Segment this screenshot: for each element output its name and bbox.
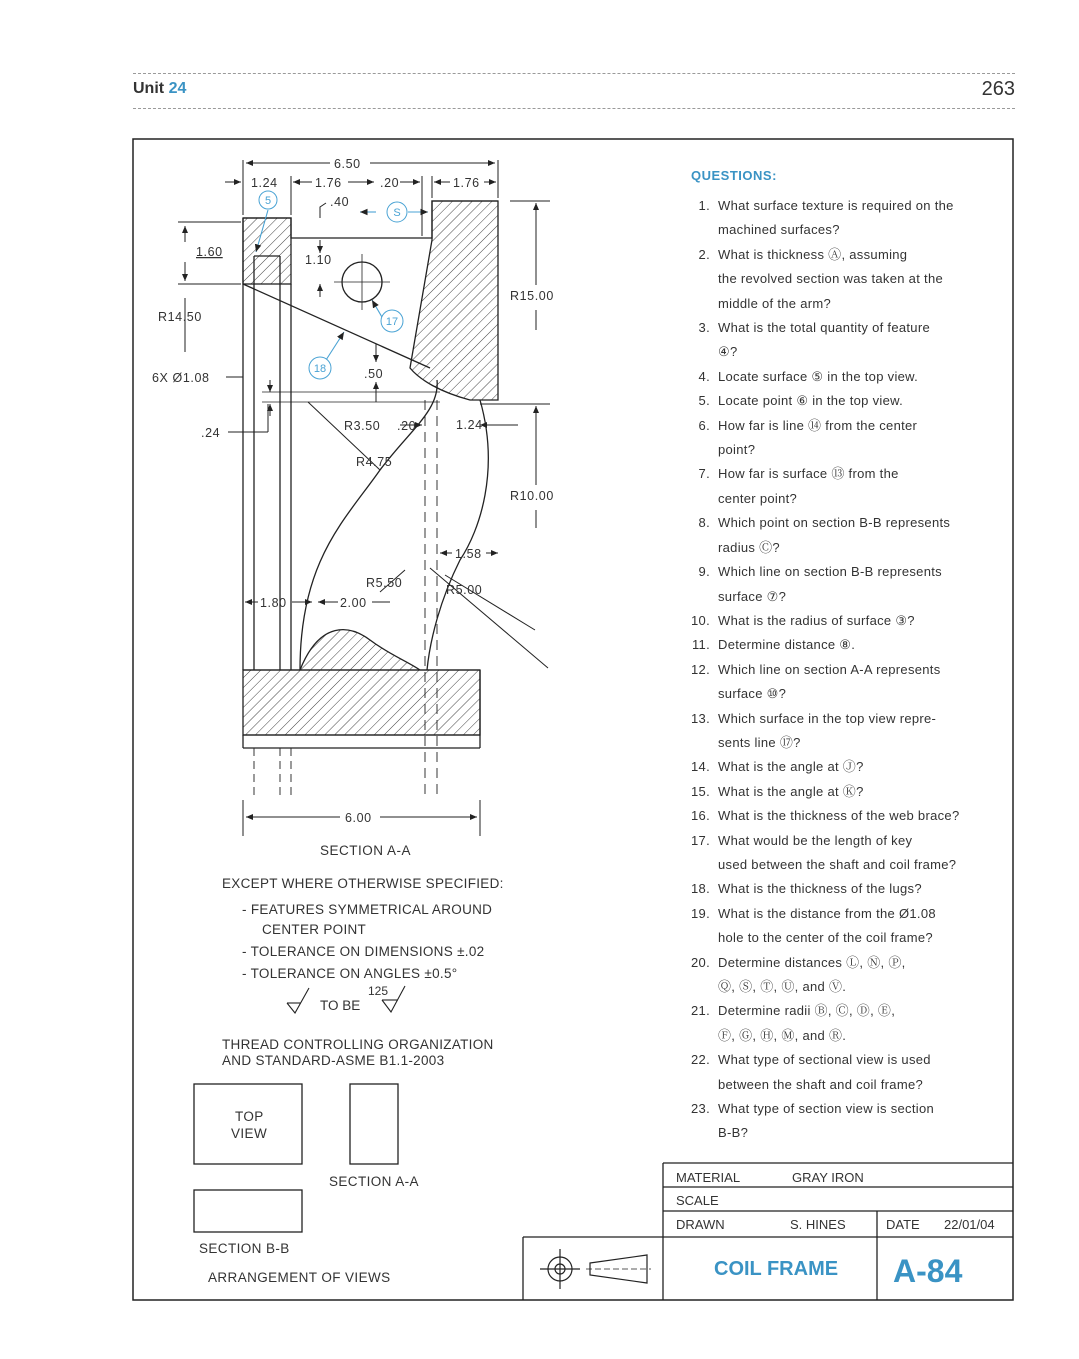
question-text-line: surface ⑦? — [718, 588, 787, 604]
drawing-number: A-84 — [893, 1253, 963, 1289]
question-number: 8. — [698, 515, 710, 531]
notes-heading: EXCEPT WHERE OTHERWISE SPECIFIED: — [222, 876, 504, 891]
question-text-line: What is thickness Ⓐ, assuming — [718, 246, 908, 262]
drawn-value: S. HINES — [790, 1217, 846, 1232]
arrangement-labels — [199, 1109, 419, 1285]
dim-r550: R5.50 — [366, 576, 403, 590]
dim-176-left: 1.76 — [315, 176, 342, 190]
section-aa-box — [350, 1084, 398, 1164]
notes-bullet3: - TOLERANCE ON ANGLES ±0.5° — [242, 966, 458, 981]
notes-thread-line1: THREAD CONTROLLING ORGANIZATION — [222, 1037, 494, 1052]
question-item — [686, 365, 1008, 389]
top-view-box — [194, 1084, 302, 1164]
unit-word: Unit — [133, 80, 165, 97]
dim-124-mid: 1.24 — [456, 418, 483, 432]
question-number: 2. — [698, 246, 710, 262]
question-item — [686, 1097, 1008, 1146]
question-item — [686, 804, 1008, 828]
question-item — [686, 999, 1008, 1048]
top-view-line1: TOP — [235, 1109, 264, 1124]
question-text-line: Which line on section B-B represents — [718, 564, 942, 580]
dim-40: .40 — [330, 195, 350, 209]
dim-r475: R4.75 — [356, 455, 393, 469]
question-item — [686, 462, 1008, 511]
section-bb-box — [194, 1190, 302, 1232]
question-item — [686, 658, 1008, 707]
question-text-line: Locate surface ⑤ in the top view. — [718, 368, 919, 384]
question-number: 15. — [691, 783, 710, 799]
questions-list — [686, 194, 1008, 1146]
dim-600: 6.00 — [345, 811, 372, 825]
date-label: DATE — [886, 1217, 920, 1232]
dim-180: 1.80 — [260, 596, 287, 610]
question-number: 18. — [691, 881, 710, 897]
arrangement-section-bb: SECTION B-B — [199, 1241, 290, 1256]
question-number: 11. — [691, 637, 710, 653]
finish-to-be: TO BE — [320, 998, 361, 1013]
question-text-line: B-B? — [718, 1125, 749, 1141]
question-item — [686, 829, 1008, 878]
question-text-line: used between the shaft and coil frame? — [718, 856, 957, 872]
dim-r1000: R10.00 — [510, 489, 554, 503]
question-item — [686, 877, 1008, 901]
top-view-line2: VIEW — [231, 1126, 268, 1141]
notes-thread-line2: AND STANDARD-ASME B1.1-2003 — [222, 1053, 445, 1068]
finish-value: 125 — [368, 984, 389, 998]
question-item — [686, 609, 1008, 633]
question-number: 14. — [691, 759, 710, 775]
arrangement-title: ARRANGEMENT OF VIEWS — [208, 1270, 391, 1285]
question-text-line: What is the thickness of the lugs? — [718, 881, 922, 897]
questions-title: QUESTIONS: — [691, 168, 777, 183]
arrangement-boxes — [194, 1084, 398, 1232]
callout-s: S — [393, 207, 401, 219]
dim-158: 1.58 — [455, 547, 482, 561]
question-text-line: point? — [718, 442, 756, 458]
question-text-line: hole to the center of the coil frame? — [718, 930, 933, 946]
question-text-line: Which line on section A-A represents — [718, 661, 941, 677]
question-number: 17. — [691, 832, 710, 848]
notes-bullet1-line2: CENTER POINT — [262, 922, 367, 937]
question-text-line: What is the angle at Ⓚ? — [718, 783, 864, 799]
dim-20-top: .20 — [380, 176, 400, 190]
dim-hole: 6X Ø1.08 — [152, 371, 210, 385]
question-text-line: What would be the length of key — [718, 832, 913, 848]
question-number: 3. — [698, 320, 710, 336]
hatch-top-left-lug — [243, 218, 291, 284]
question-item — [686, 755, 1008, 779]
drawn-label: DRAWN — [676, 1217, 725, 1232]
hatch-boss — [300, 630, 420, 670]
callout-17: 17 — [385, 316, 399, 328]
question-number: 5. — [698, 393, 710, 409]
hatch-right-arm — [410, 201, 498, 400]
material-value: GRAY IRON — [792, 1170, 864, 1185]
question-item — [686, 389, 1008, 413]
dim-124-top: 1.24 — [251, 176, 278, 190]
question-item — [686, 316, 1008, 365]
question-text-line: How far is line ⑭ from the center — [718, 417, 918, 433]
question-text-line: surface ⑩? — [718, 686, 787, 702]
callout-18: 18 — [313, 363, 327, 375]
question-text-line: sents line ⑰? — [718, 734, 801, 750]
dim-176-right: 1.76 — [453, 176, 480, 190]
question-text-line: What is the angle at Ⓙ? — [718, 759, 864, 775]
dim-r1500: R15.00 — [510, 289, 554, 303]
question-text-line: Determine distances Ⓛ, Ⓝ, Ⓟ, — [718, 954, 906, 970]
question-number: 19. — [691, 905, 710, 921]
question-number: 21. — [691, 1003, 710, 1019]
arrangement-section-aa: SECTION A-A — [329, 1174, 419, 1189]
dim-overall-width: 6.50 — [334, 157, 361, 171]
question-text-line: What surface texture is required on the — [718, 198, 954, 213]
question-item — [686, 780, 1008, 804]
question-number: 4. — [698, 368, 710, 384]
question-text-line: between the shaft and coil frame? — [718, 1076, 924, 1092]
question-text-line: Ⓠ, Ⓢ, Ⓣ, Ⓤ, and Ⓥ. — [718, 979, 847, 994]
material-label: MATERIAL — [676, 1170, 741, 1185]
dim-r500: R5.00 — [446, 583, 483, 597]
question-text-line: Ⓕ, Ⓖ, Ⓗ, Ⓜ, and Ⓡ. — [718, 1027, 847, 1043]
question-text-line: What is the distance from the Ø1.08 — [718, 905, 936, 921]
question-text-line: ④? — [718, 344, 738, 360]
projection-symbol-icon — [540, 1249, 651, 1289]
page-number: 263 — [981, 78, 1015, 100]
question-text-line: What is the radius of surface ③? — [718, 612, 915, 628]
dim-50: .50 — [364, 367, 384, 381]
question-item — [686, 633, 1008, 657]
question-number: 10. — [691, 612, 710, 628]
question-item — [686, 951, 1008, 1000]
section-aa-label: SECTION A-A — [320, 843, 412, 858]
question-item — [686, 707, 1008, 756]
dim-24: .24 — [201, 426, 221, 440]
question-text-line: What type of sectional view is used — [718, 1052, 931, 1068]
dim-r1450: R14.50 — [158, 310, 202, 324]
question-text-line: What type of section view is section — [718, 1101, 935, 1117]
question-text-line: Locate point ⑥ in the top view. — [718, 393, 904, 409]
unit-number: 24 — [168, 80, 187, 97]
hatch-bottom-base — [243, 670, 480, 735]
date-value: 22/01/04 — [944, 1217, 995, 1232]
question-item — [686, 414, 1008, 463]
drawing-title: COIL FRAME — [714, 1258, 839, 1280]
question-item — [686, 902, 1008, 951]
question-number: 7. — [698, 466, 710, 482]
scale-label: SCALE — [676, 1193, 719, 1208]
dim-160: 1.60 — [196, 245, 223, 259]
question-text-line: Which surface in the top view repre- — [718, 710, 937, 726]
notes-bullet1-line1: - FEATURES SYMMETRICAL AROUND — [242, 902, 493, 917]
question-item — [686, 1048, 1008, 1097]
notes-bullet2: - TOLERANCE ON DIMENSIONS ±.02 — [242, 944, 485, 959]
question-text-line: machined surfaces? — [718, 222, 840, 238]
general-notes — [222, 874, 504, 1069]
callout-5: 5 — [264, 195, 272, 207]
question-text-line: middle of the arm? — [718, 295, 832, 311]
question-item — [686, 560, 1008, 609]
question-text-line: Determine radii Ⓑ, Ⓒ, Ⓓ, Ⓔ, — [718, 1003, 896, 1019]
question-item — [686, 194, 1008, 243]
question-item — [686, 243, 1008, 316]
question-number: 13. — [691, 710, 710, 726]
question-number: 12. — [691, 661, 710, 677]
question-text-line: Which point on section B-B represents — [718, 515, 951, 531]
question-number: 9. — [698, 564, 710, 580]
question-number: 23. — [691, 1101, 710, 1117]
question-text-line: center point? — [718, 490, 798, 506]
question-text-line: radius Ⓒ? — [718, 539, 780, 555]
question-number: 6. — [698, 417, 710, 433]
question-number: 16. — [691, 808, 710, 824]
question-text-line: the revolved section was taken at the — [718, 271, 944, 287]
dim-20-mid: .20 — [397, 419, 417, 433]
dim-200: 2.00 — [340, 596, 367, 610]
question-text-line: What is the total quantity of feature — [718, 320, 930, 336]
question-text-line: Determine distance ⑧. — [718, 637, 856, 653]
question-number: 1. — [698, 198, 710, 213]
dim-110: 1.10 — [305, 253, 332, 267]
question-number: 20. — [691, 954, 710, 970]
question-text-line: How far is surface ⑬ from the — [718, 466, 899, 482]
dim-r350: R3.50 — [344, 419, 381, 433]
title-block-texts — [676, 1170, 995, 1289]
question-text-line: What is the thickness of the web brace? — [718, 808, 960, 824]
question-item — [686, 511, 1008, 560]
section-aa-drawing — [243, 201, 498, 800]
question-number: 22. — [691, 1052, 710, 1068]
